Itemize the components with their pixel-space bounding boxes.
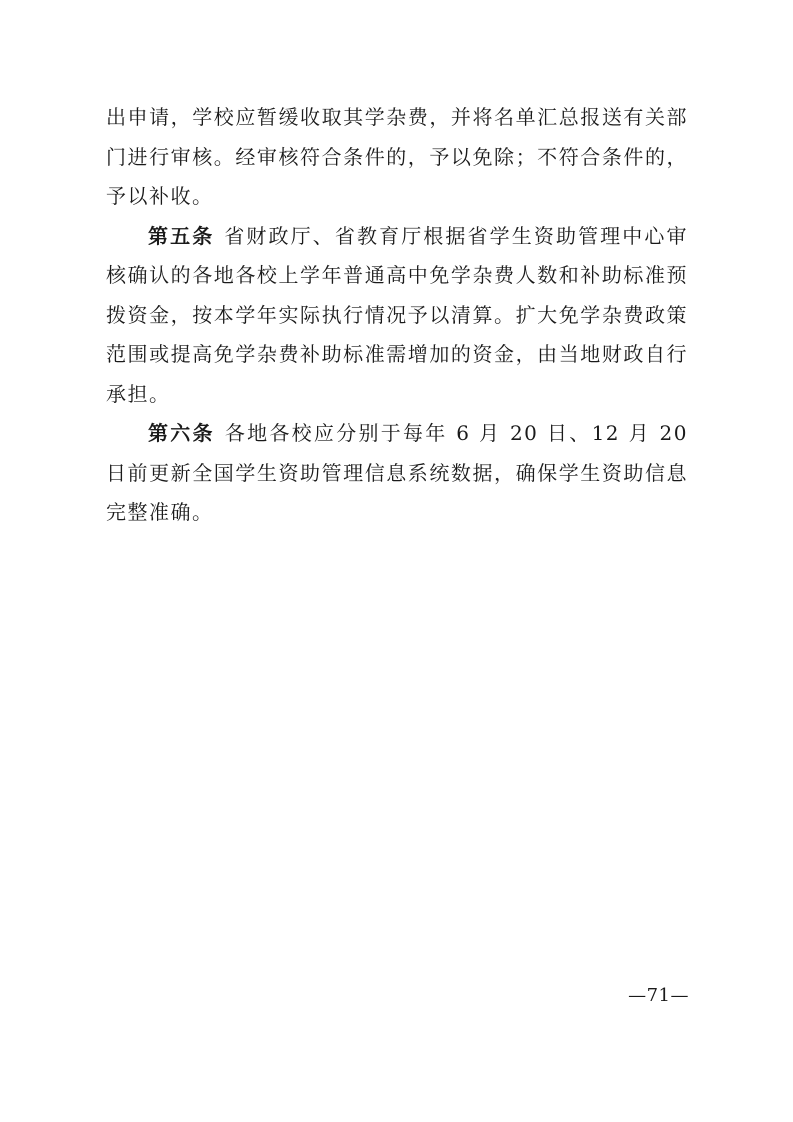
- document-body: [106, 98, 688, 533]
- article-6-paragraph: [106, 414, 688, 533]
- page-number: —71—: [628, 985, 689, 1006]
- article-5-title: 第五条: [148, 223, 215, 248]
- article-6-text: 各地各校应分别于每年 6 月 20 日、12 月 20 日前更新全国学生资助管理信息系统数据，确保学生资助信息完整准确。: [106, 421, 689, 524]
- paragraph-text: 出申请，学校应暂缓收取其学杂费，并将名单汇总报送有关部门进行审核。经审核符合条件的，予以免除；不符合条件的，予以补收。: [106, 105, 688, 208]
- article-6-title: 第六条: [148, 421, 215, 445]
- paragraph-continuation: [106, 98, 688, 217]
- article-5-paragraph: [106, 217, 688, 415]
- article-5-text: 省财政厅、省教育厅根据省学生资助管理中心审核确认的各地各校上学年普通高中免学杂费人数和补助标准预拨资金，按本学年实际执行情况予以清算。扩大免学杂费政策范围或提高免学杂费补助标准需增加的资金，由当地财政自行承担。: [106, 223, 689, 406]
